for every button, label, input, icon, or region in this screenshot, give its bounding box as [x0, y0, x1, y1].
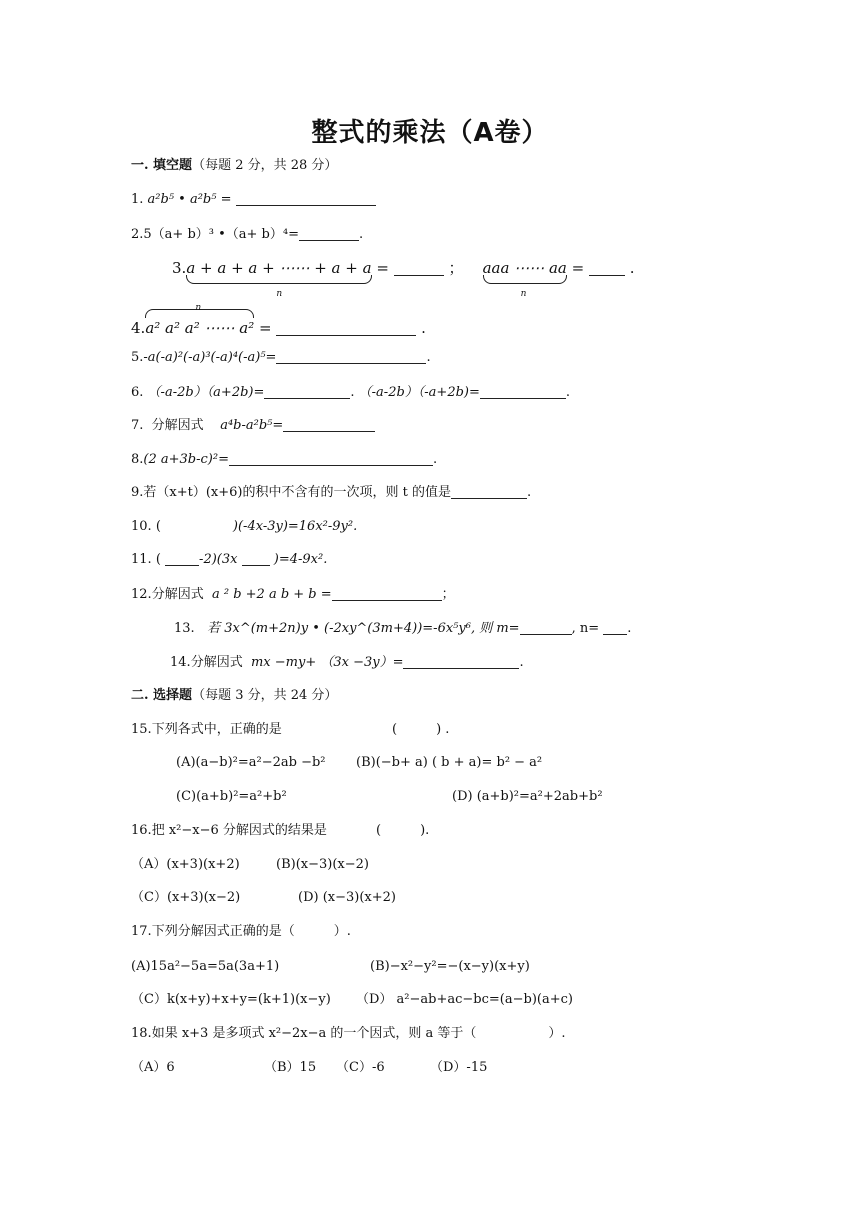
question-expression: )=4-9x². — [273, 552, 328, 567]
question-number: 13. — [174, 621, 195, 636]
question-number: 8. — [131, 452, 144, 467]
option-a[interactable]: (A)15a²−5a=5a(3a+1) — [131, 959, 280, 974]
answer-blank[interactable] — [451, 484, 527, 499]
equals-sign: = — [376, 259, 389, 277]
option-d[interactable]: （D） a²−ab+ac−bc=(a−b)(a+c) — [356, 992, 573, 1007]
question-text: 下列分解因式正确的是（ ）. — [151, 924, 351, 939]
semicolon: ； — [441, 587, 455, 602]
question-expression: mx −my+ （3x −3y）= — [250, 655, 404, 670]
section-label: 一. 填空题 — [131, 158, 193, 173]
question-expression: （-a-2b）（a+2b)= — [147, 385, 265, 400]
question-14 — [170, 653, 524, 673]
question-9 — [131, 483, 531, 503]
question-expression: 5（a+ b）³ •（a+ b）⁴= — [143, 227, 299, 242]
period: . — [426, 350, 431, 365]
option-d[interactable]: (D) (a+b)²=a²+2ab+b² — [452, 789, 603, 804]
separator: ； — [448, 259, 464, 277]
equals-sign: = — [571, 259, 585, 277]
open-paren: ( — [155, 552, 161, 567]
period: . — [421, 319, 426, 337]
question-expression: a²b⁵ • a²b⁵ = — [147, 192, 232, 207]
question-number: 4. — [131, 319, 146, 337]
question-text: 下列各式中，正确的是 — [151, 722, 282, 737]
question-number: 16. — [131, 823, 152, 838]
option-a[interactable]: (A)(a−b)²=a²−2ab −b² — [176, 755, 326, 770]
answer-blank[interactable] — [229, 451, 433, 466]
question-1 — [131, 190, 376, 210]
period: . — [526, 485, 532, 500]
answer-blank[interactable] — [165, 551, 199, 566]
answer-blank[interactable] — [589, 261, 625, 276]
question-expression: 若 3x^(m+2n)y • (-2xy^(3m+4))=-6x⁵y⁶, 则 m= — [207, 621, 520, 636]
question-number: 3. — [172, 259, 187, 277]
section-fill-in — [131, 156, 337, 176]
question-17 — [131, 922, 351, 942]
question-7 — [131, 416, 375, 436]
option-c[interactable]: （C）k(x+y)+x+y=(k+1)(x−y) — [131, 992, 331, 1007]
question-number: 14. — [170, 655, 191, 670]
option-a[interactable]: （A）(x+3)(x+2) — [131, 857, 240, 872]
separator: , n= — [571, 621, 600, 636]
question-12 — [131, 585, 455, 605]
question-text: 分解因式 — [151, 418, 204, 433]
question-number: 18. — [131, 1026, 152, 1041]
option-d[interactable]: （D）-15 — [430, 1060, 488, 1075]
question-text: 分解因式 — [151, 587, 204, 602]
question-text: 如果 x+3 是多项式 x²−2x−a 的一个因式，则 a 等于（ — [151, 1026, 477, 1041]
question-expression: aaa ⋯⋯ aa — [482, 259, 567, 277]
underbrace-product — [482, 258, 567, 299]
answer-blank[interactable] — [394, 261, 444, 276]
question-expression: (2 a+3b-c)²= — [143, 452, 229, 467]
question-number: 6. — [131, 385, 144, 400]
question-number: 10. — [131, 519, 152, 534]
option-b[interactable]: (B)−x²−y²=−(x−y)(x+y) — [370, 959, 530, 974]
equals-sign: = — [259, 319, 272, 337]
open-paren: ( — [155, 519, 161, 534]
question-11 — [131, 550, 327, 570]
question-4 — [131, 303, 426, 338]
question-number: 17. — [131, 924, 152, 939]
page-title: 整式的乘法（A卷） — [311, 118, 549, 148]
question-16 — [131, 821, 327, 841]
question-number: 2. — [131, 227, 144, 242]
option-b[interactable]: （B）15 — [264, 1060, 317, 1075]
option-b[interactable]: (B)(−b+ a) ( b + a)= b² − a² — [356, 755, 543, 770]
brace-count-label: n — [195, 303, 202, 313]
underbrace-sum — [186, 258, 372, 299]
answer-blank[interactable] — [480, 384, 566, 399]
answer-blank[interactable] — [520, 620, 572, 635]
question-text: 分解因式 — [190, 655, 243, 670]
answer-blank[interactable] — [276, 321, 416, 336]
question-expression: a + a + a + ⋯⋯ + a + a — [186, 259, 372, 277]
question-expression: )(-4x-3y)=16x²-9y². — [232, 519, 358, 534]
question-number: 11. — [131, 552, 152, 567]
question-10 — [131, 517, 357, 537]
section-multiple-choice — [131, 686, 337, 706]
question-expression: a⁴b-a²b⁵= — [220, 418, 284, 433]
question-number: 7. — [131, 418, 144, 433]
underbrace — [186, 275, 371, 284]
question-number: 12. — [131, 587, 152, 602]
overbrace-product — [145, 303, 255, 338]
question-text: 把 x²−x−6 分解因式的结果是 — [151, 823, 327, 838]
underbrace — [483, 275, 567, 284]
question-expression: a ² b +2 a b + b = — [211, 587, 332, 602]
question-5 — [131, 348, 431, 368]
answer-blank[interactable] — [283, 417, 375, 432]
question-number: 1. — [131, 192, 144, 207]
option-a[interactable]: （A）6 — [131, 1060, 175, 1075]
question-3 — [172, 258, 635, 299]
answer-blank[interactable] — [236, 191, 376, 206]
answer-paren[interactable]: ( ). — [376, 823, 430, 838]
brace-count-label: n — [276, 289, 283, 299]
answer-blank[interactable] — [242, 551, 270, 566]
option-c[interactable]: （C）(x+3)(x−2) — [131, 890, 241, 905]
period: . — [432, 452, 438, 467]
option-c[interactable]: (C)(a+b)²=a²+b² — [176, 789, 287, 804]
question-15 — [131, 720, 282, 740]
question-8 — [131, 450, 437, 470]
question-number: 9. — [131, 485, 144, 500]
period: . — [519, 655, 524, 670]
question-expression: a² a² a² ⋯⋯ a² — [145, 319, 255, 337]
question-number: 15. — [131, 722, 152, 737]
answer-paren[interactable]: ( ) . — [392, 722, 450, 737]
option-b[interactable]: (B)(x−3)(x−2) — [276, 857, 369, 872]
question-expression: （-a-2b）（-a+2b)= — [358, 385, 480, 400]
period: . — [629, 259, 635, 277]
answer-blank[interactable] — [299, 226, 359, 241]
answer-blank[interactable] — [332, 586, 442, 601]
section-note: （每题 3 分，共 24 分） — [192, 688, 338, 703]
question-13 — [174, 619, 631, 639]
question-2: 2.5（a+ b）³ •（a+ b）⁴= . — [131, 227, 364, 242]
answer-blank[interactable] — [276, 349, 426, 364]
brace-count-label: n — [520, 289, 527, 299]
answer-blank[interactable] — [264, 384, 350, 399]
option-d[interactable]: (D) (x−3)(x+2) — [298, 890, 396, 905]
period: . — [627, 621, 632, 636]
question-6: 6. （-a-2b）（a+2b)= . （-a-2b）（-a+2b)= . — [131, 385, 571, 400]
close-paren: ）. — [548, 1026, 566, 1041]
answer-blank[interactable] — [603, 620, 627, 635]
section-label: 二. 选择题 — [131, 688, 193, 703]
option-c[interactable]: （C）-6 — [336, 1060, 385, 1075]
question-expression: -a(-a)²(-a)³(-a)⁴(-a)⁵= — [143, 350, 277, 365]
question-expression: -2)(3x — [199, 552, 238, 567]
question-number: 5. — [131, 350, 144, 365]
question-text: 若（x+t）(x+6)的积中不含有的一次项，则 t 的值是 — [143, 485, 451, 500]
section-note: （每题 2 分，共 28 分） — [192, 158, 338, 173]
answer-blank[interactable] — [403, 654, 519, 669]
question-18 — [131, 1024, 566, 1044]
period: . — [565, 385, 571, 400]
